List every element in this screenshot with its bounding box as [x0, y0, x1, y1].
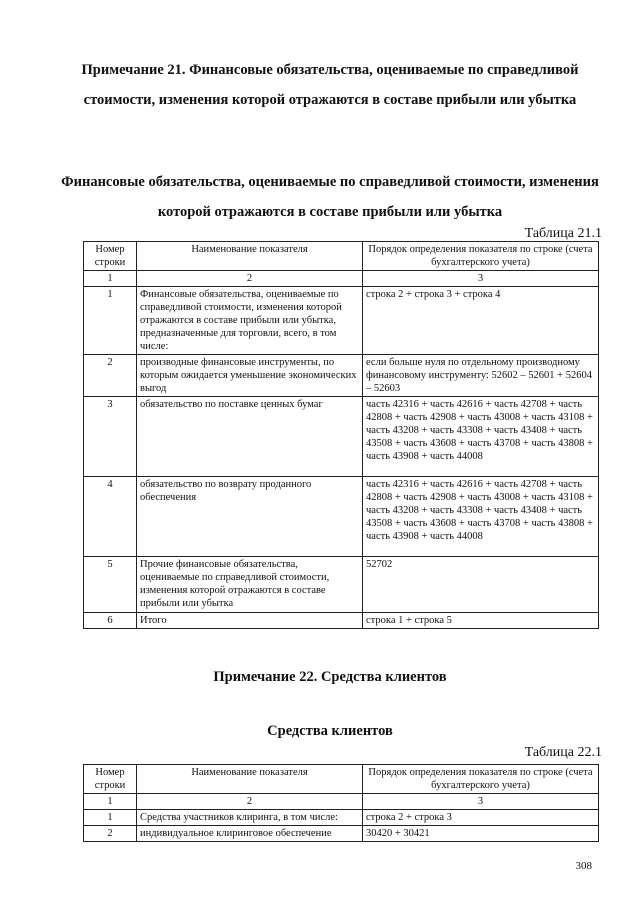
- table-row: [84, 557, 599, 613]
- row-rule: строка 2 + строка 3 + строка 4: [363, 287, 599, 355]
- row-name: Средства участников клиринга, в том числе:: [137, 810, 363, 826]
- table-21-caption: Таблица 21.1: [524, 226, 602, 241]
- page-number: 308: [575, 860, 592, 872]
- row-rule: часть 42316 + часть 42616 + часть 42708 + часть 42808 + часть 42908 + часть 43008 + часть 43108 + часть 43208 + часть 43308 + часть 43408 + часть 43508 + часть 43608 + часть 43708 + часть 43808 + часть 43908 + часть 44008: [363, 477, 599, 557]
- column-number-row: [84, 794, 599, 810]
- row-name: индивидуальное клиринговое обеспечение: [137, 826, 363, 842]
- note-22-heading: Примечание 22. Средства клиентов: [213, 669, 447, 685]
- table-row: [84, 477, 599, 557]
- row-number: 3: [84, 397, 137, 477]
- table-row: [84, 826, 599, 842]
- column-header: Наименование показателя: [137, 242, 363, 271]
- row-rule: строка 2 + строка 3: [363, 810, 599, 826]
- table-21-1: [83, 241, 599, 629]
- table-row: [84, 287, 599, 355]
- column-number-row: [84, 271, 599, 287]
- table-22-1: [83, 764, 599, 842]
- row-number: 1: [84, 810, 137, 826]
- table-row: [84, 355, 599, 397]
- table-22-title: Средства клиентов: [267, 723, 393, 739]
- row-rule: часть 42316 + часть 42616 + часть 42708 + часть 42808 + часть 42908 + часть 43008 + часть 43108 + часть 43208 + часть 43308 + часть 43408 + часть 43508 + часть 43608 + часть 43708 + часть 43808 + часть 43908 + часть 44008: [363, 397, 599, 477]
- table-header-row: [84, 765, 599, 794]
- column-header: Номер строки: [84, 765, 137, 794]
- row-rule: 52702: [363, 557, 599, 613]
- row-number: 1: [84, 287, 137, 355]
- column-header: Порядок определения показателя по строке (счета бухгалтерского учета): [363, 765, 599, 794]
- column-number: 2: [137, 794, 363, 810]
- table-22-caption: Таблица 22.1: [524, 745, 602, 760]
- column-header: Порядок определения показателя по строке (счета бухгалтерского учета): [363, 242, 599, 271]
- row-name: Финансовые обязательства, оцениваемые по справедливой стоимости, изменения которой отражаются в составе прибыли или убытка, предназначенные для торговли, всего, в том числе:: [137, 287, 363, 355]
- row-rule: строка 1 + строка 5: [363, 613, 599, 629]
- column-number: 3: [363, 271, 599, 287]
- row-name: производные финансовые инструменты, по которым ожидается уменьшение экономических выгод: [137, 355, 363, 397]
- note-21-heading: Примечание 21. Финансовые обязательства, оцениваемые по справедливой стоимости, изменения которой отражаются в составе прибыли или убытка: [81, 62, 579, 108]
- column-number: 3: [363, 794, 599, 810]
- column-number: 1: [84, 271, 137, 287]
- column-header: Наименование показателя: [137, 765, 363, 794]
- row-number: 5: [84, 557, 137, 613]
- row-number: 6: [84, 613, 137, 629]
- row-number: 4: [84, 477, 137, 557]
- column-number: 1: [84, 794, 137, 810]
- table-row: [84, 397, 599, 477]
- row-number: 2: [84, 826, 137, 842]
- row-name: Прочие финансовые обязательства, оцениваемые по справедливой стоимости, изменения которой отражаются в составе прибыли или убытка: [137, 557, 363, 613]
- table-row: [84, 810, 599, 826]
- row-name: обязательство по поставке ценных бумаг: [137, 397, 363, 477]
- row-rule: 30420 + 30421: [363, 826, 599, 842]
- table-header-row: [84, 242, 599, 271]
- column-number: 2: [137, 271, 363, 287]
- column-header: Номер строки: [84, 242, 137, 271]
- row-name: обязательство по возврату проданного обеспечения: [137, 477, 363, 557]
- row-rule: если больше нуля по отдельному производному финансовому инструменту: 52602 – 52601 + 52604 – 52603: [363, 355, 599, 397]
- row-number: 2: [84, 355, 137, 397]
- table-21-title: Финансовые обязательства, оцениваемые по справедливой стоимости, изменения которой отражаются в составе прибыли или убытка: [61, 174, 599, 220]
- table-row: [84, 613, 599, 629]
- row-name: Итого: [137, 613, 363, 629]
